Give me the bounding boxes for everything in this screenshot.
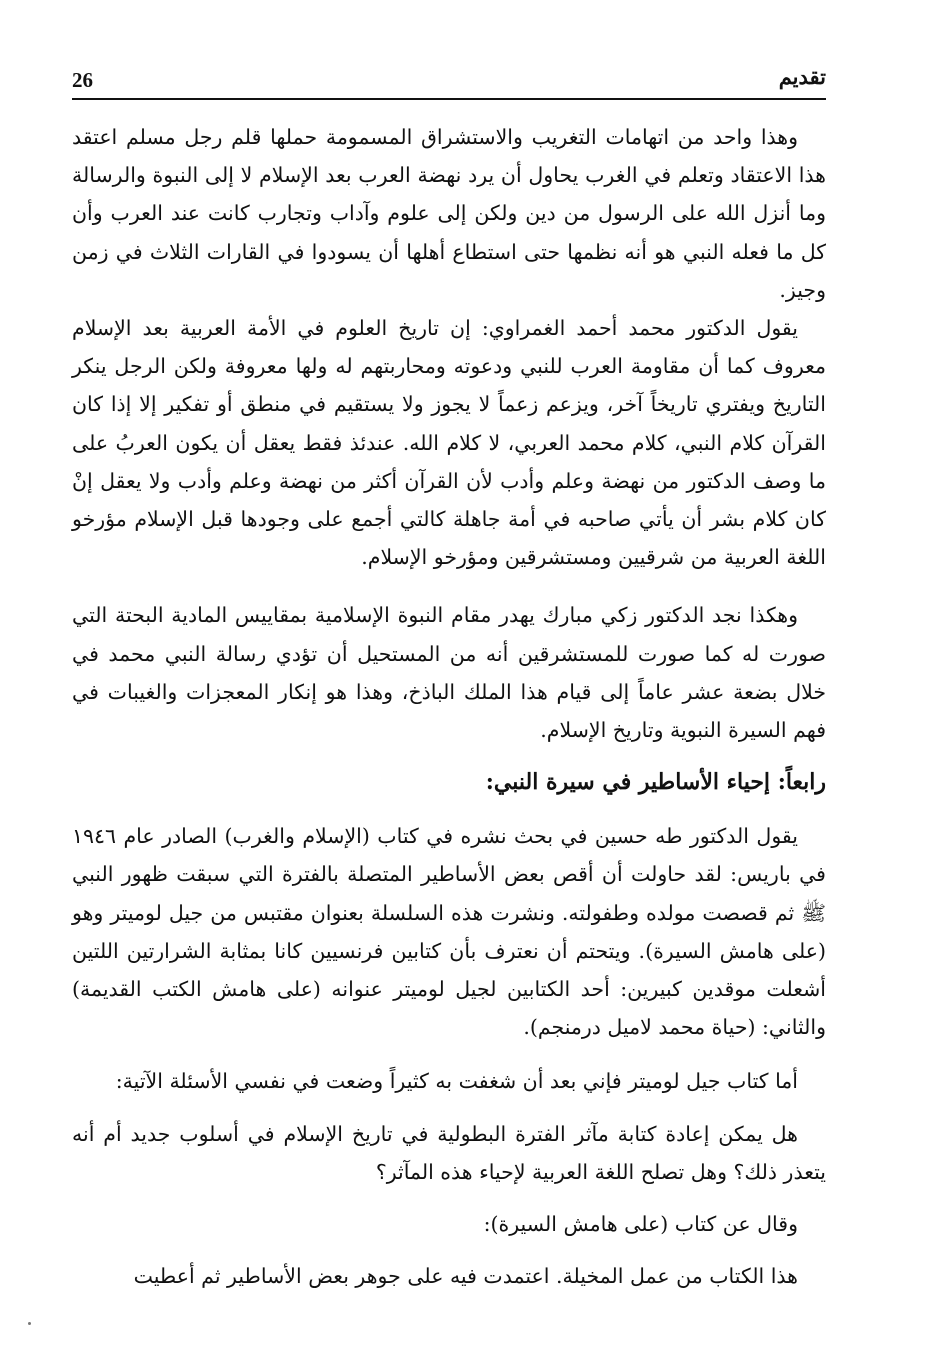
paragraph-8: هذا الكتاب من عمل المخيلة. اعتمدت فيه على جوهر بعض الأساطير ثم أعطيت xyxy=(133,1264,798,1289)
paragraph-2: يقول الدكتور محمد أحمد الغمراوي: إن تاريخ العلوم في الأمة العربية بعد الإسلام معروف كما أن مقاومة العرب للنبي ودعوته ومحاربتهم له ولها معروفة ولكن الرجل ينكر التاريخ ويفتري تاريخاً آخر، ويزعم زعماً لا يجوز ولا يستقيم في منطق أو تفكير إلا إذا كان القرآن كلام النبي، كلام محمد العربي، لا كلام الله. عندئذ فقط يعقل أن يكون العربُ على ما وصف الدكتور من نهضة وعلم وأدب لأن القرآن أكثر من نهضة وعلم وأدب ولا يعقل إنْ كان كلام بشر أن يأتي صاحبه في أمة جاهلة كالتي أجمع على وجودها قبل الإسلام مؤرخو اللغة العربية من شرقيين ومستشرقين ومؤرخو الإسلام. xyxy=(72,316,826,570)
paragraph-4: يقول الدكتور طه حسين في بحث نشره في كتاب (الإسلام والغرب) الصادر عام ١٩٤٦ في باريس: لقد حاولت أن أقص بعض الأساطير المتصلة بالفترة التي سبقت ظهور النبي ﷺ ثم قصصت مولده وطفولته. ونشرت هذه السلسلة بعنوان مقتبس من جيل لوميتر وهو (على هامش السيرة). ويتحتم أن نعترف بأن كتابين فرنسيين كانا بمثابة الشرارتين اللتين أشعلت موقدين كبيرين: أحد الكتابين لجيل لوميتر عنوانه (على هامش الكتب القديمة) والثاني: (حياة محمد لاميل درمنجم). xyxy=(72,824,826,1040)
paragraph-3: وهكذا نجد الدكتور زكي مبارك يهدر مقام النبوة الإسلامية بمقاييس المادية البحتة التي صورت له كما صورت للمستشرقين أنه من المستحيل أن تؤدي رسالة النبي محمد في خلال بضعة عشر عاماً إلى قيام هذا الملك الباذخ، وهذا هو إنكار المعجزات والغيبات في فهم السيرة النبوية وتاريخ الإسلام. xyxy=(72,603,826,743)
paragraph-6: هل يمكن إعادة كتابة مآثر الفترة البطولية في تاريخ الإسلام في أسلوب جديد أم أنه يتعذر ذلك؟ وهل تصلح اللغة العربية لإحياء هذه المآثر؟ xyxy=(72,1121,826,1184)
paragraph-7: وقال عن كتاب (على هامش السيرة): xyxy=(483,1212,798,1237)
header-rule xyxy=(72,98,826,100)
scan-speck xyxy=(28,1322,31,1325)
running-title: تقديم xyxy=(778,64,826,89)
page-number: 26 xyxy=(72,68,93,92)
paragraph-1: وهذا واحد من اتهامات التغريب والاستشراق المسمومة حملها قلم رجل مسلم اعتقد هذا الاعتقاد وتعلم في الغرب يحاول أن يرد نهضة العرب بعد الإسلام لا إلى النبوة والرسالة وما أنزل الله على الرسول من دين ولكن إلى علوم وآداب وتجارب كانت عند العرب وأن كل ما فعله النبي هو أنه نظمها حتى استطاع أهلها أن يسودوا في القارات الثلاث في زمن وجيز. xyxy=(72,125,826,302)
page-header xyxy=(72,64,826,102)
body-text xyxy=(72,118,826,1295)
paragraph-5: أما كتاب جيل لوميتر فإني بعد أن شغفت به كثيراً وضعت في نفسي الأسئلة الآتية: xyxy=(115,1069,798,1094)
section-heading: رابعاً: إحياء الأساطير في سيرة النبي: xyxy=(485,769,826,796)
